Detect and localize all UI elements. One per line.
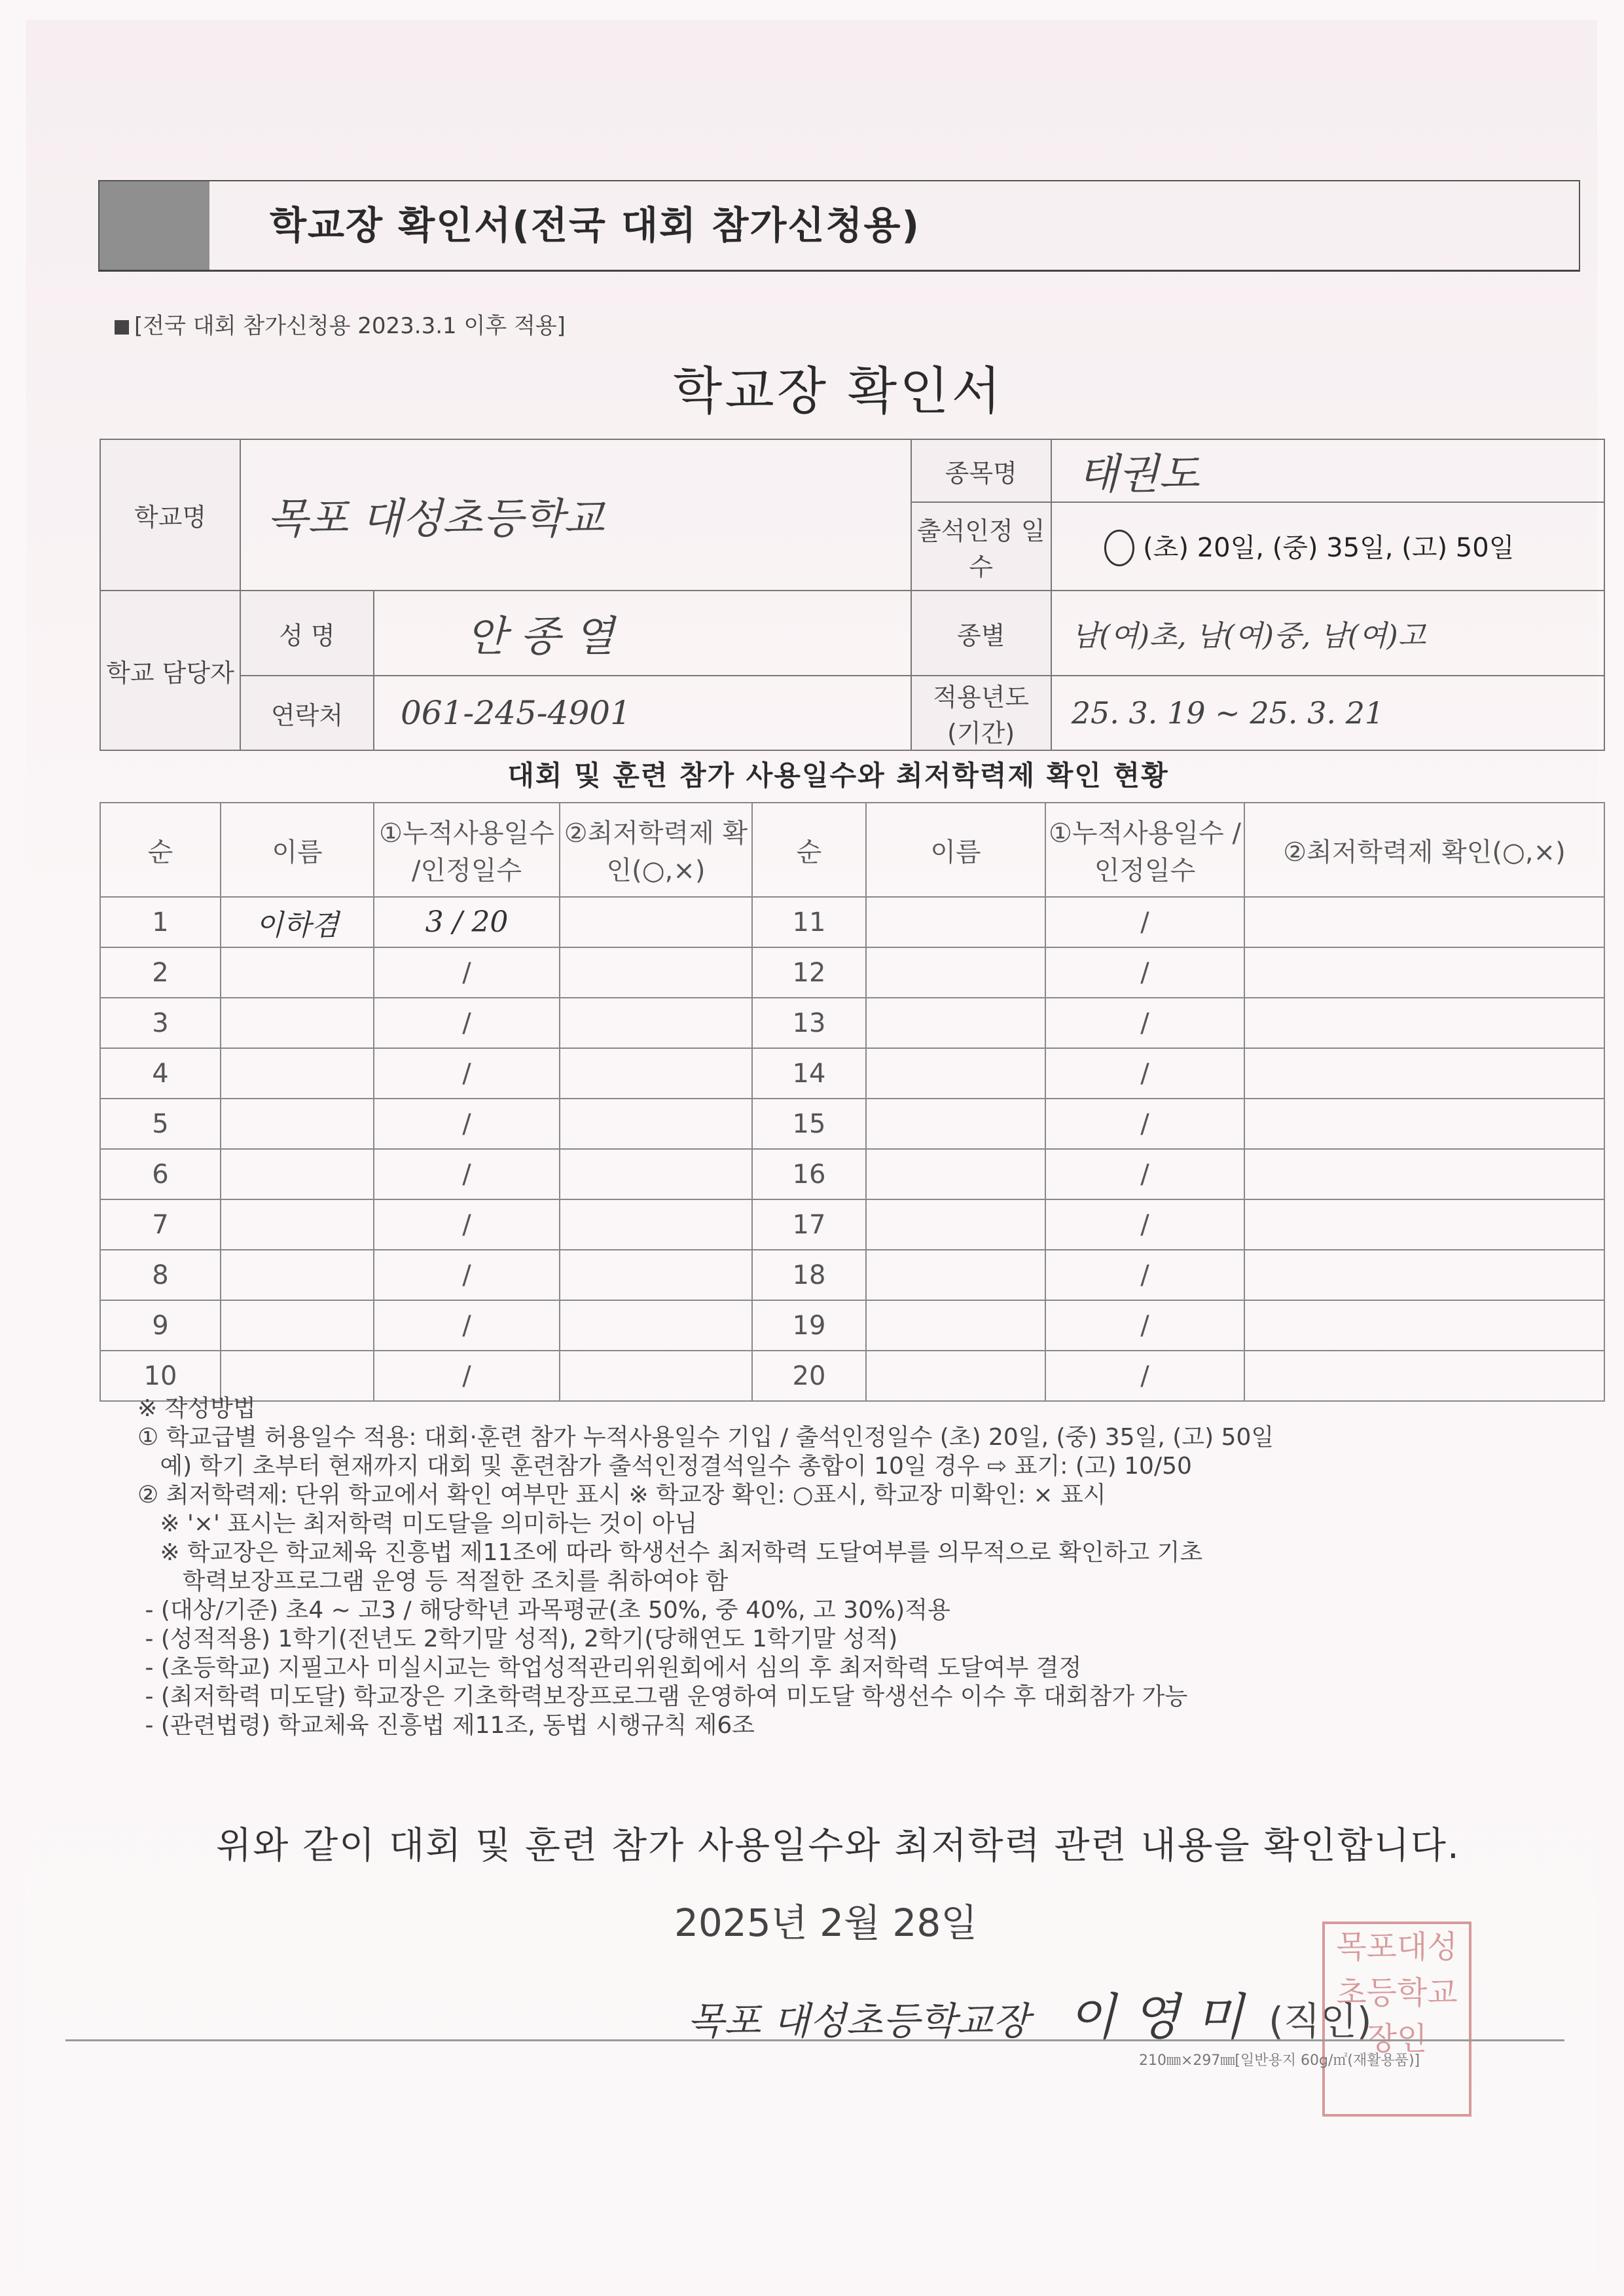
row-no-2: 15 <box>752 1099 866 1149</box>
row-days-2: / <box>1045 998 1244 1048</box>
row-name-2 <box>866 1099 1045 1149</box>
instructions <box>137 1394 1578 1740</box>
signature-line <box>687 1977 1371 2049</box>
table-row <box>100 1351 1604 1401</box>
attendance-label: 출석인정 일수 <box>911 502 1051 591</box>
note-line: - (최저학력 미도달) 학교장은 기초학력보장프로그램 운영하여 미도달 학생선수 이수 후 대회참가 가능 <box>137 1683 1188 1710</box>
row-check-2 <box>1244 1300 1604 1351</box>
row-no-2: 18 <box>752 1250 866 1300</box>
row-check-2 <box>1244 1199 1604 1250</box>
row-name-2 <box>866 1199 1045 1250</box>
row-no: 1 <box>100 897 221 947</box>
note-line: 학력보장프로그램 운영 등 적절한 조치를 취하여야 함 <box>137 1568 729 1595</box>
header-title: 학교장 확인서(전국 대회 참가신청용) <box>270 203 921 247</box>
row-name <box>221 1300 374 1351</box>
row-check-2 <box>1244 998 1604 1048</box>
row-days: / <box>374 1300 560 1351</box>
row-days: 3 / 20 <box>374 897 560 947</box>
row-check-2 <box>1244 1250 1604 1300</box>
row-check <box>560 1351 752 1401</box>
row-days: / <box>374 1199 560 1250</box>
col-name: 이름 <box>221 803 374 897</box>
row-days-2: / <box>1045 1250 1244 1300</box>
row-days-2: / <box>1045 1351 1244 1401</box>
document-title: 학교장 확인서 <box>673 362 1003 421</box>
official-seal: 목포대성초등학교장인 <box>1322 1922 1471 2117</box>
table-row <box>100 1250 1604 1300</box>
note-line: ※ 작성방법 <box>137 1395 256 1422</box>
row-no-2: 16 <box>752 1149 866 1199</box>
row-name <box>221 1149 374 1199</box>
applies-note <box>115 308 566 340</box>
contact-person-label: 학교 담당자 <box>100 591 240 750</box>
period-value: 25. 3. 19 ~ 25. 3. 21 <box>1051 676 1604 750</box>
row-check-2 <box>1244 1149 1604 1199</box>
row-check <box>560 1199 752 1250</box>
school-label: 학교명 <box>100 439 240 591</box>
row-no-2: 14 <box>752 1048 866 1099</box>
row-check <box>560 947 752 998</box>
row-days: / <box>374 1149 560 1199</box>
col-name-2: 이름 <box>866 803 1045 897</box>
note-line: ① 학교급별 허용일수 적용: 대회·훈련 참가 누적사용일수 기입 / 출석인정일수 (초) 20일, (중) 35일, (고) 50일 <box>137 1424 1274 1451</box>
table-row <box>100 947 1604 998</box>
row-check <box>560 897 752 947</box>
row-check <box>560 1250 752 1300</box>
roster-section-title: 대회 및 훈련 참가 사용일수와 최저학력제 확인 현황 <box>507 759 1169 792</box>
row-no-2: 20 <box>752 1351 866 1401</box>
attendance-value <box>1051 502 1604 591</box>
col-check: ②최저학력제 확인(○,×) <box>560 803 752 897</box>
row-no-2: 17 <box>752 1199 866 1250</box>
name-label: 성 명 <box>240 591 374 676</box>
row-name-2 <box>866 1048 1045 1099</box>
note-line: - (관련법령) 학교체육 진흥법 제11조, 동법 시행규칙 제6조 <box>137 1712 755 1739</box>
school-value: 목포 대성초등학교 <box>240 439 911 591</box>
row-no: 4 <box>100 1048 221 1099</box>
row-days-2: / <box>1045 1099 1244 1149</box>
sport-value: 태권도 <box>1051 439 1604 502</box>
row-name <box>221 1199 374 1250</box>
paper-spec: 210㎜×297㎜[일반용지 60g/㎡(재활용품)] <box>1139 2052 1420 2069</box>
row-no: 6 <box>100 1149 221 1199</box>
row-days-2: / <box>1045 1048 1244 1099</box>
table-row <box>100 1048 1604 1099</box>
row-name-2 <box>866 1351 1045 1401</box>
row-check-2 <box>1244 1048 1604 1099</box>
signature-name: 이 영 미 <box>1068 1988 1244 2046</box>
row-name-2 <box>866 897 1045 947</box>
row-name-2 <box>866 1250 1045 1300</box>
col-no-2: 순 <box>752 803 866 897</box>
col-days-2: ①누적사용일수 /인정일수 <box>1045 803 1244 897</box>
row-days: / <box>374 1250 560 1300</box>
row-no-2: 19 <box>752 1300 866 1351</box>
gender-value: 남(여)초, 남(여)중, 남(여)고 <box>1051 591 1604 676</box>
roster-table <box>99 802 1605 1402</box>
sport-label: 종목명 <box>911 439 1051 502</box>
row-no: 3 <box>100 998 221 1048</box>
col-days: ①누적사용일수 /인정일수 <box>374 803 560 897</box>
row-name-2 <box>866 1149 1045 1199</box>
col-check-2: ②최저학력제 확인(○,×) <box>1244 803 1604 897</box>
row-check <box>560 1099 752 1149</box>
row-name <box>221 947 374 998</box>
row-no: 5 <box>100 1099 221 1149</box>
note-line: ② 최저학력제: 단위 학교에서 확인 여부만 표시 ※ 학교장 확인: ○표시, 학교장 미확인: × 표시 <box>137 1482 1106 1508</box>
name-value: 안 종 열 <box>374 591 911 676</box>
row-name-2 <box>866 1300 1045 1351</box>
row-no: 9 <box>100 1300 221 1351</box>
row-name <box>221 1250 374 1300</box>
row-check-2 <box>1244 897 1604 947</box>
row-no-2: 11 <box>752 897 866 947</box>
applies-note-text: [전국 대회 참가신청용 2023.3.1 이후 적용] <box>134 313 566 339</box>
header-box <box>98 180 1580 272</box>
attendance-value-text: (초) 20일, (중) 35일, (고) 50일 <box>1143 532 1515 563</box>
row-name <box>221 1099 374 1149</box>
row-name: 이하겸 <box>221 897 374 947</box>
row-days-2: / <box>1045 1300 1244 1351</box>
row-name <box>221 1048 374 1099</box>
table-row <box>100 1149 1604 1199</box>
row-name-2 <box>866 998 1045 1048</box>
row-days: / <box>374 947 560 998</box>
table-row <box>100 1300 1604 1351</box>
signature-school: 목포 대성초등학교장 <box>687 1999 1030 2043</box>
row-check <box>560 1300 752 1351</box>
note-line: - (대상/기준) 초4 ~ 고3 / 해당학년 과목평균(초 50%, 중 40%, 고 30%)적용 <box>137 1597 950 1624</box>
row-check <box>560 1149 752 1199</box>
row-days-2: / <box>1045 897 1244 947</box>
note-line: - (성적적용) 1학기(전년도 2학기말 성적), 2학기(당해연도 1학기말 성적) <box>137 1626 898 1652</box>
row-no-2: 13 <box>752 998 866 1048</box>
row-check <box>560 1048 752 1099</box>
phone-value: 061-245-4901 <box>374 676 911 750</box>
row-days: / <box>374 998 560 1048</box>
table-row <box>100 897 1604 947</box>
info-table <box>99 439 1605 751</box>
attendance-circle <box>1104 530 1135 566</box>
note-line: ※ '×' 표시는 최저학력 미도달을 의미하는 것이 아님 <box>137 1510 698 1537</box>
note-line: 예) 학기 초부터 현재까지 대회 및 훈련참가 출석인정결석일수 총합이 10일 경우 ⇨ 표기: (고) 10/50 <box>137 1453 1192 1480</box>
header-shade <box>99 181 209 270</box>
row-check-2 <box>1244 947 1604 998</box>
row-days: / <box>374 1099 560 1149</box>
document-page <box>26 20 1597 2272</box>
row-check-2 <box>1244 1099 1604 1149</box>
square-bullet-icon <box>115 320 129 335</box>
footer-divider <box>65 2039 1564 2041</box>
confirm-statement: 위와 같이 대회 및 훈련 참가 사용일수와 최저학력 관련 내용을 확인합니다. <box>216 1825 1460 1867</box>
row-no: 10 <box>100 1351 221 1401</box>
col-no: 순 <box>100 803 221 897</box>
row-days-2: / <box>1045 1149 1244 1199</box>
table-row <box>100 1099 1604 1149</box>
gender-label: 종별 <box>911 591 1051 676</box>
row-no: 7 <box>100 1199 221 1250</box>
row-name <box>221 1351 374 1401</box>
row-no: 8 <box>100 1250 221 1300</box>
seal-label: (직인) <box>1269 1999 1372 2043</box>
table-row <box>100 998 1604 1048</box>
row-days: / <box>374 1351 560 1401</box>
period-label: 적용년도 (기간) <box>911 676 1051 750</box>
sign-date: 2025년 2월 28일 <box>674 1901 978 1945</box>
row-days-2: / <box>1045 947 1244 998</box>
row-name <box>221 998 374 1048</box>
row-days: / <box>374 1048 560 1099</box>
row-check-2 <box>1244 1351 1604 1401</box>
note-line: ※ 학교장은 학교체육 진흥법 제11조에 따라 학생선수 최저학력 도달여부를 의무적으로 확인하고 기초 <box>137 1539 1203 1566</box>
row-no: 2 <box>100 947 221 998</box>
table-row <box>100 1199 1604 1250</box>
row-check <box>560 998 752 1048</box>
row-name-2 <box>866 947 1045 998</box>
roster-body <box>100 897 1604 1401</box>
note-line: - (초등학교) 지필고사 미실시교는 학업성적관리위원회에서 심의 후 최저학력 도달여부 결정 <box>137 1654 1082 1681</box>
row-days-2: / <box>1045 1199 1244 1250</box>
row-no-2: 12 <box>752 947 866 998</box>
phone-label: 연락처 <box>240 676 374 750</box>
